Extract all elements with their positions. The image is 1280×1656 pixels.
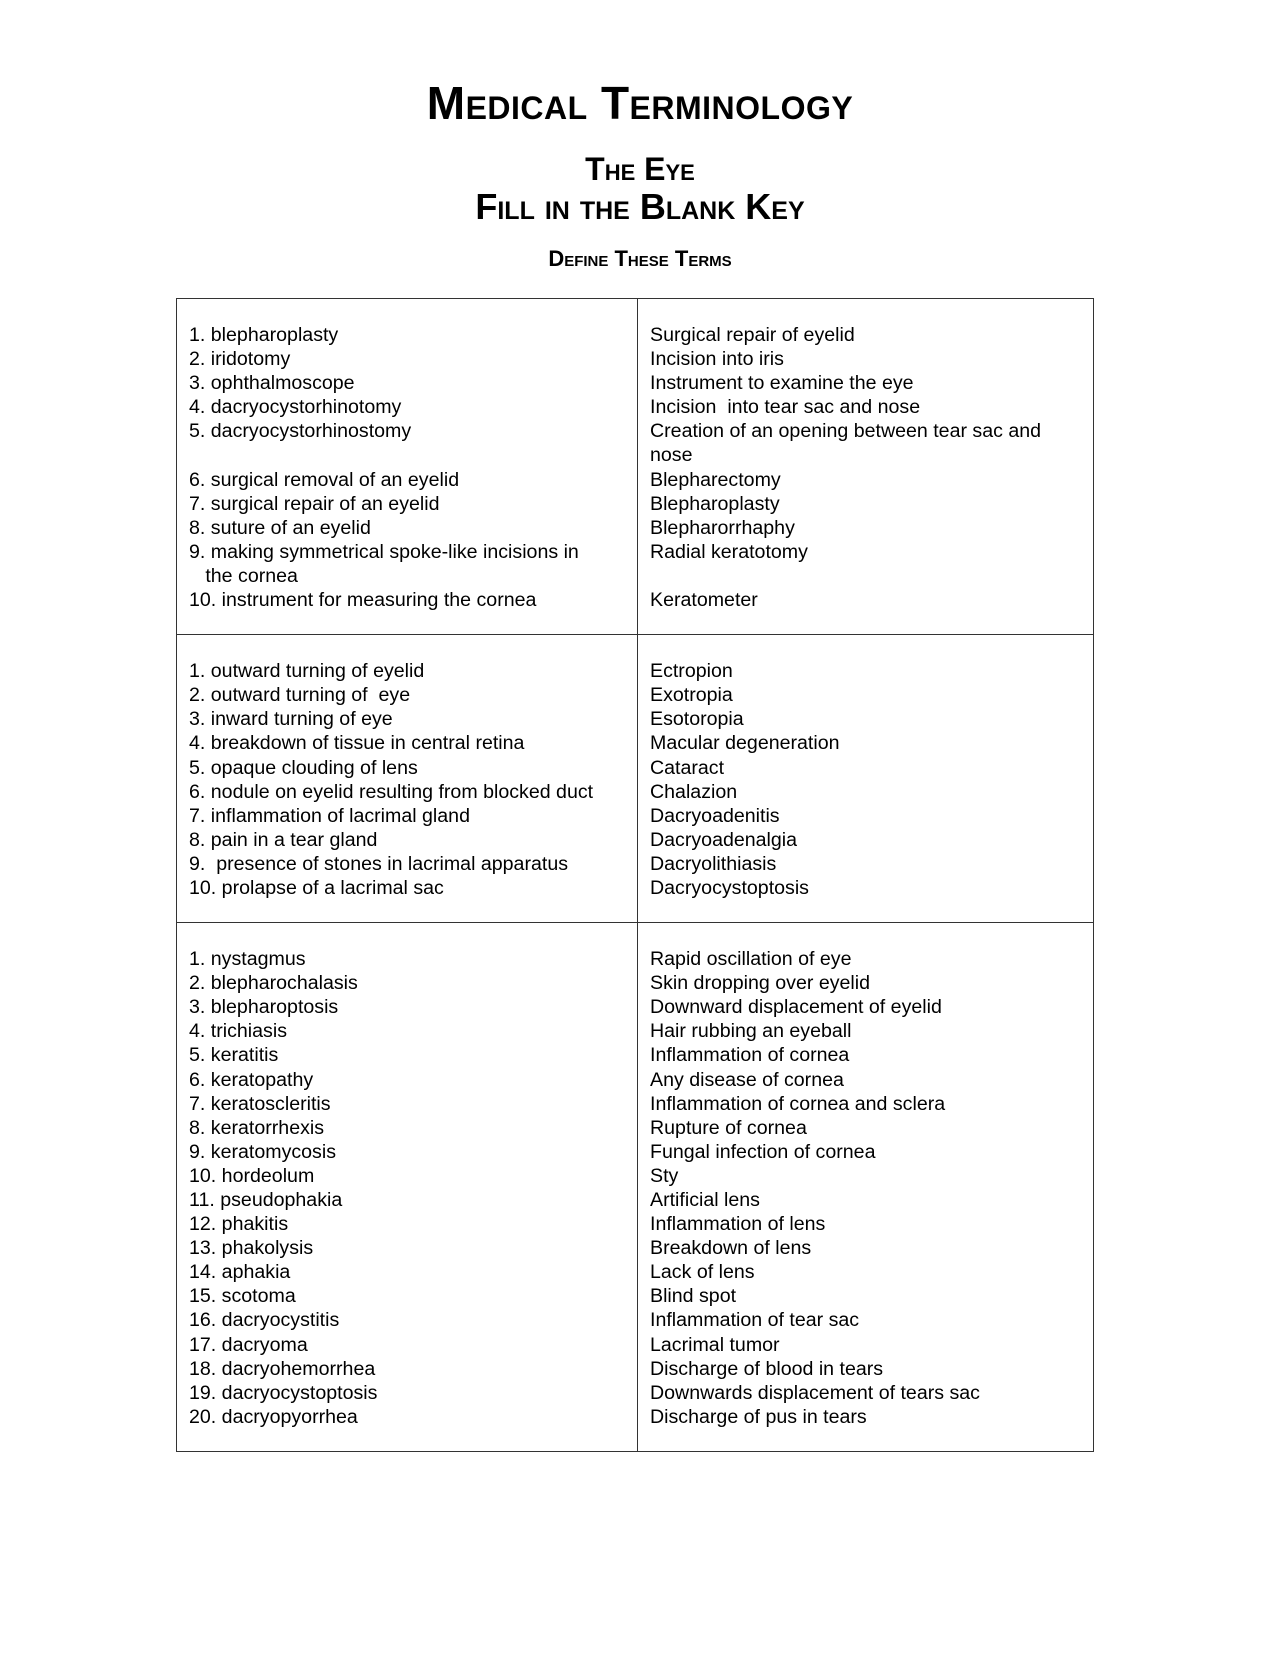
definition-line: Blepharectomy xyxy=(650,468,781,491)
term-line: 7. surgical repair of an eyelid xyxy=(189,492,440,515)
term-line: 11. pseudophakia xyxy=(189,1189,343,1211)
term-line: 4. trichiasis xyxy=(189,1020,287,1043)
definition-line: Chalazion xyxy=(650,780,738,803)
definition-line: Esotoropia xyxy=(650,708,744,731)
term-line: 6. nodule on eyelid resulting from blocked duct xyxy=(189,780,594,803)
definition-line: Radial keratotomy xyxy=(650,540,808,563)
term-line: 5. dacryocystorhinostomy xyxy=(189,420,412,443)
definition-line: Sty xyxy=(650,1164,679,1187)
subtitle-key: Fill in the Blank Key xyxy=(475,186,805,227)
term-line: 5. opaque clouding of lens xyxy=(189,756,418,779)
term-line: 2. blepharochalasis xyxy=(189,972,358,995)
instruction-heading: Define These Terms xyxy=(548,246,732,271)
definition-line: Surgical repair of eyelid xyxy=(650,324,855,346)
definition-line: Dacryoadenitis xyxy=(650,804,780,827)
terms-cell xyxy=(177,923,638,1452)
definition-line: Lacrimal tumor xyxy=(650,1333,780,1356)
section-row xyxy=(177,923,1094,1452)
term-line: 18. dacryohemorrhea xyxy=(189,1357,376,1380)
term-line: 3. ophthalmoscope xyxy=(189,372,355,395)
definition-line: Incision into tear sac and nose xyxy=(650,396,921,419)
term-line: 17. dacryoma xyxy=(189,1333,308,1356)
definition-line: Inflammation of lens xyxy=(650,1213,826,1236)
terms-cell xyxy=(177,635,638,923)
definitions-cell xyxy=(638,923,1094,1452)
definition-line: Rupture of cornea xyxy=(650,1116,807,1139)
terms-cell xyxy=(177,299,638,635)
term-line: 8. pain in a tear gland xyxy=(189,828,378,851)
terms-table xyxy=(176,298,1094,1452)
definition-line: Ectropion xyxy=(650,660,733,683)
term-line: 9. presence of stones in lacrimal apparatus xyxy=(189,852,569,875)
term-line: 10. prolapse of a lacrimal sac xyxy=(189,876,444,899)
definition-line xyxy=(650,564,1083,588)
definition-line: Skin dropping over eyelid xyxy=(650,972,871,995)
definition-line: nose xyxy=(650,444,693,467)
term-line: 9. making symmetrical spoke-like incisions in xyxy=(189,540,579,563)
definition-line: Artificial lens xyxy=(650,1189,760,1211)
definition-line: Inflammation of cornea and sclera xyxy=(650,1092,946,1115)
definition-line: Incision into iris xyxy=(650,348,784,371)
term-line: 3. blepharoptosis xyxy=(189,996,339,1019)
definition-line: Discharge of pus in tears xyxy=(650,1405,867,1428)
definition-line: Any disease of cornea xyxy=(650,1068,844,1091)
definition-line: Downwards displacement of tears sac xyxy=(650,1381,980,1404)
term-line: 10. hordeolum xyxy=(189,1164,315,1187)
term-line xyxy=(189,443,627,467)
definitions-cell xyxy=(638,299,1094,635)
term-line: 4. breakdown of tissue in central retina xyxy=(189,732,525,755)
term-line: 7. inflammation of lacrimal gland xyxy=(189,804,470,827)
definition-line: Dacryocystoptosis xyxy=(650,876,809,899)
subtitle-topic: The Eye xyxy=(585,151,695,187)
term-line: 19. dacryocystoptosis xyxy=(189,1381,378,1404)
definition-line: Blind spot xyxy=(650,1285,737,1308)
definition-line: Breakdown of lens xyxy=(650,1237,812,1260)
term-line: 4. dacryocystorhinotomy xyxy=(189,396,402,419)
definition-line: Lack of lens xyxy=(650,1261,755,1284)
term-line: 8. suture of an eyelid xyxy=(189,516,371,539)
definition-line: Instrument to examine the eye xyxy=(650,372,914,395)
term-line: 14. aphakia xyxy=(189,1261,291,1284)
term-line: 3. inward turning of eye xyxy=(189,708,393,731)
definition-line: Inflammation of cornea xyxy=(650,1044,850,1067)
term-line: 6. keratopathy xyxy=(189,1068,314,1091)
definition-line: Cataract xyxy=(650,756,725,779)
section-row xyxy=(177,635,1094,923)
term-line: 1. outward turning of eyelid xyxy=(189,660,425,683)
definition-line: Dacryolithiasis xyxy=(650,852,777,875)
term-line: 10. instrument for measuring the cornea xyxy=(189,589,537,612)
term-line: 2. iridotomy xyxy=(189,348,291,371)
term-line: 2. outward turning of eye xyxy=(189,684,411,707)
term-line: 8. keratorrhexis xyxy=(189,1116,325,1139)
definition-line: Downward displacement of eyelid xyxy=(650,996,942,1019)
definition-line: Discharge of blood in tears xyxy=(650,1357,884,1380)
definition-line: Inflammation of tear sac xyxy=(650,1309,860,1332)
term-line: 12. phakitis xyxy=(189,1213,289,1236)
definitions-cell xyxy=(638,635,1094,923)
definition-line: Fungal infection of cornea xyxy=(650,1140,876,1163)
term-line: 7. keratoscleritis xyxy=(189,1092,331,1115)
term-line: the cornea xyxy=(189,564,298,587)
definition-line: Exotropia xyxy=(650,684,733,707)
section-row xyxy=(177,299,1094,635)
definition-line: Dacryoadenalgia xyxy=(650,828,798,851)
term-line: 6. surgical removal of an eyelid xyxy=(189,468,460,491)
term-line: 1. blepharoplasty xyxy=(189,324,339,346)
term-line: 9. keratomycosis xyxy=(189,1140,337,1163)
term-line: 1. nystagmus xyxy=(189,948,306,971)
definition-line: Keratometer xyxy=(650,589,758,612)
term-line: 20. dacryopyorrhea xyxy=(189,1405,358,1428)
definition-line: Blepharoplasty xyxy=(650,492,780,515)
term-line: 13. phakolysis xyxy=(189,1237,314,1260)
term-line: 15. scotoma xyxy=(189,1285,296,1308)
definition-line: Blepharorrhaphy xyxy=(650,516,795,539)
term-line: 16. dacryocystitis xyxy=(189,1309,340,1332)
definition-line: Macular degeneration xyxy=(650,732,840,755)
definition-line: Creation of an opening between tear sac and xyxy=(650,420,1042,443)
definition-line: Rapid oscillation of eye xyxy=(650,948,852,971)
definition-line: Hair rubbing an eyeball xyxy=(650,1020,852,1043)
page-title: Medical Terminology xyxy=(426,77,854,129)
term-line: 5. keratitis xyxy=(189,1044,279,1067)
